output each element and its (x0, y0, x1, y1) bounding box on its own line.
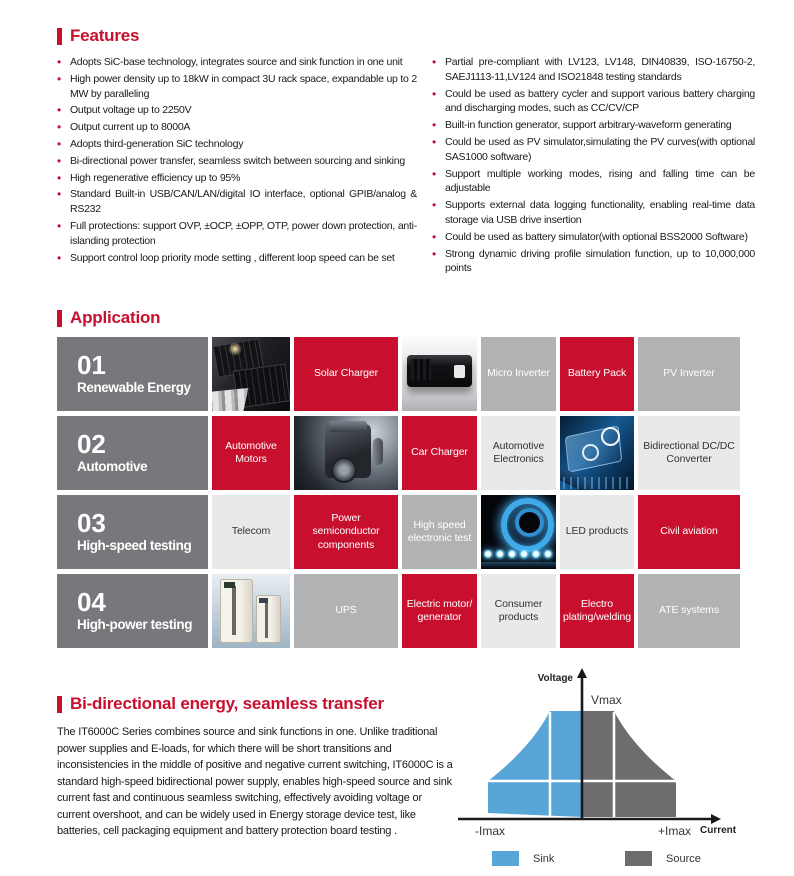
feature-item: • Output current up to 8000A (57, 120, 417, 135)
icon-ring (601, 427, 620, 446)
led-dots-strip (483, 549, 554, 560)
signal-wave (563, 477, 631, 489)
row-number: 03 (77, 507, 106, 538)
source-envelope-shape (582, 711, 676, 817)
vmax-label: Vmax (591, 693, 622, 708)
app-row-label-high-power-testing (57, 574, 208, 648)
voltage-axis-arrow (577, 668, 587, 678)
feature-item: • Could be used as PV simulator,simulating the PV curves(with optional SAS1000 software) (432, 135, 755, 165)
vehicle-hmi-photo (560, 416, 634, 490)
ups-display (259, 598, 268, 603)
feature-item: • Strong dynamic driving profile simulation function, up to 10,000,000 points (432, 247, 755, 277)
row-title: Automotive (77, 459, 148, 475)
app-cell-micro-inverter: Micro Inverter (481, 337, 556, 411)
app-cell-pv-inverter: PV Inverter (638, 337, 740, 411)
app-cell-battery-pack: Battery Pack (560, 337, 634, 411)
row-title: High-speed testing (77, 538, 192, 554)
bidirectional-section (57, 673, 755, 876)
row-title: Renewable Energy (77, 380, 191, 396)
feature-item: • Support multiple working modes, rising and falling time can be adjustable (432, 167, 755, 197)
led-reel-coil (515, 508, 544, 537)
bidirectional-title: Bi-directional energy, seamless transfer (70, 694, 384, 714)
engine-pulley (331, 457, 357, 483)
feature-item: • Support control loop priority mode setting , different loop speed can be set (57, 251, 417, 266)
app-cell-ate-systems: ATE systems (638, 574, 740, 648)
engine-pipe (373, 438, 383, 465)
features-title: Features (70, 26, 140, 45)
current-axis-arrow (711, 814, 721, 824)
app-cell-solar-charger: Solar Charger (294, 337, 398, 411)
vi-envelope-chart (455, 666, 755, 876)
ups-display (224, 582, 235, 588)
feature-item: • Adopts third-generation SiC technology (57, 137, 417, 152)
features-section (57, 26, 755, 278)
app-cell-consumer-products: Consumer products (481, 574, 556, 648)
app-cell-led-products: LED products (560, 495, 634, 569)
pos-imax-label: +Imax (658, 824, 692, 839)
app-cell-electric-motor-generator: Electric motor/ generator (402, 574, 477, 648)
bidirectional-text-column (57, 694, 455, 876)
ups-vent-slot (232, 586, 236, 635)
ups-vent-slot (265, 602, 268, 638)
application-title: Application (70, 308, 161, 328)
source-legend-swatch (625, 851, 652, 866)
feature-item: • Full protections: support OVP, ±OCP, ±OPP, OTP, power down protection, anti-islanding protection (57, 219, 417, 249)
app-cell-telecom: Telecom (212, 495, 290, 569)
app-cell-civil-aviation: Civil aviation (638, 495, 740, 569)
app-cell-power-semiconductor: Power semiconductor components (294, 495, 398, 569)
app-row-label-automotive (57, 416, 208, 490)
feature-item: • Could be used as battery simulator(with optional BSS2000 Software) (432, 230, 755, 245)
feature-item: • Bi-directional power transfer, seamless switch between sourcing and sinking (57, 154, 417, 169)
application-grid (57, 337, 740, 648)
heatsink-fins (212, 388, 248, 411)
app-cell-high-speed-electronic-test: High speed electronic test (402, 495, 477, 569)
sink-envelope-shape (488, 711, 582, 817)
power-inverter-photo (402, 337, 477, 411)
app-cell-ups: UPS (294, 574, 398, 648)
engine-head (329, 421, 366, 433)
red-bar-marker (57, 310, 62, 327)
feature-item: • Could be used as battery cycler and support various battery charging and discharging modes, such as CC/CV/CP (432, 87, 755, 117)
row-number: 02 (77, 428, 106, 459)
app-cell-electro-plating-welding: Electro plating/welding (560, 574, 634, 648)
feature-item: • Output voltage up to 2250V (57, 103, 417, 118)
feature-item: • High power density up to 18kW in compact 3U rack space, expandable up to 2 MW by paralleling (57, 72, 417, 102)
ups-units-photo (212, 574, 290, 648)
feature-item: • Adopts SiC-base technology, integrates source and sink function in one unit (57, 55, 417, 70)
features-list-left (57, 55, 417, 278)
red-bar-marker (57, 696, 62, 713)
led-glow (481, 562, 556, 569)
source-legend-label: Source (666, 853, 701, 866)
car-engine-photo (294, 416, 398, 490)
application-heading (57, 308, 755, 328)
inverter-socket (454, 365, 465, 378)
app-row-label-renewable-energy (57, 337, 208, 411)
features-list-right (432, 55, 755, 278)
app-row-label-high-speed-testing (57, 495, 208, 569)
neg-imax-label: -Imax (475, 824, 505, 839)
app-cell-car-charger: Car Charger (402, 416, 477, 490)
led-strip-photo (481, 495, 556, 569)
feature-item: • High regenerative efficiency up to 95% (57, 171, 417, 186)
red-bar-marker (57, 28, 62, 45)
row-number: 01 (77, 349, 106, 380)
application-section (57, 308, 755, 648)
features-columns (57, 55, 755, 278)
row-number: 04 (77, 586, 106, 617)
inverter-vents (411, 359, 431, 380)
feature-item: • Partial pre-compliant with LV123, LV148, DIN40839, ISO-16750-2, SAEJ1113-11,LV124 and ISO21848 testing standards (432, 55, 755, 85)
feature-item: • Supports external data logging functionality, enabling real-time data storage via USB drive insertion (432, 198, 755, 228)
app-cell-automotive-electronics: Automotive Electronics (481, 416, 556, 490)
features-heading (57, 26, 755, 46)
feature-item: • Built-in function generator, support arbitrary-waveform generating (432, 118, 755, 133)
row-title: High-power testing (77, 617, 193, 633)
sink-legend-label: Sink (533, 853, 555, 866)
voltage-axis-label: Voltage (537, 673, 573, 685)
app-cell-automotive-motors: Automotive Motors (212, 416, 290, 490)
bidirectional-heading (57, 694, 455, 714)
light-glint (228, 342, 242, 356)
current-axis-label: Current (700, 825, 737, 837)
solar-chargers-photo (212, 337, 290, 411)
feature-item: • Standard Built-in USB/CAN/LAN/digital IO interface, optional GPIB/analog & RS232 (57, 187, 417, 217)
vi-envelope-svg (455, 666, 755, 876)
app-cell-bidirectional-dcdc: Bidirectional DC/DC Converter (638, 416, 740, 490)
sink-legend-swatch (492, 851, 519, 866)
bidirectional-paragraph: The IT6000C Series combines source and sink functions in one. Unlike traditional power supplies and E-loads, for which there will be short transitions and inconsistencies in the middle of positive and negative current switching, IT6000C is a standard high-speed bidirectional power supply, enables high-speed source and sink current fast and continuous seamless switching, effectively avoiding voltage or current overshoot, and can be widely used in Energy storage device test, like batteries, cell packaging equipment and battery protection board testing . (57, 726, 453, 838)
